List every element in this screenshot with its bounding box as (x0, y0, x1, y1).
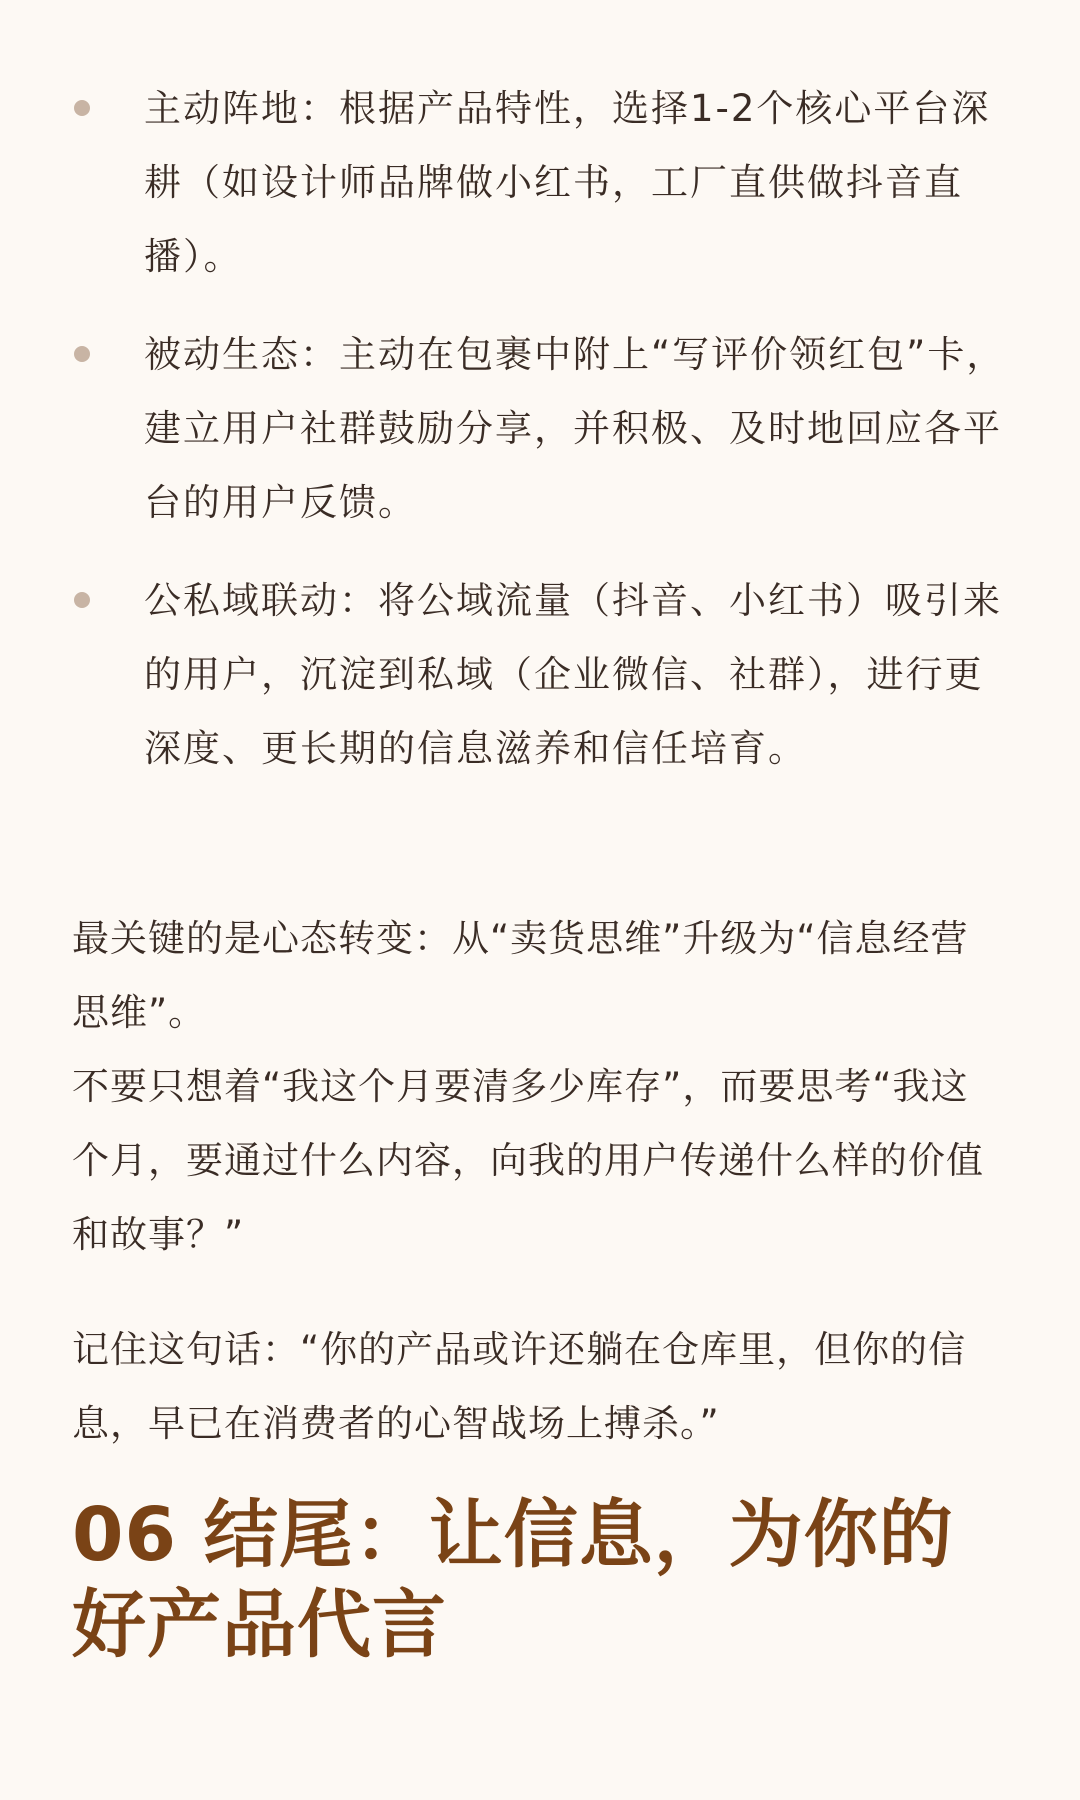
bullet-passive-ecosystem (72, 318, 1012, 540)
mindset-paragraph-block (72, 902, 1002, 1272)
bullet-dot-icon (74, 346, 90, 362)
section-heading: 06 结尾：让信息，为你的好产品代言 (72, 1492, 954, 1668)
dont-think-text: 不要只想着“我这个月要清多少库存”，而要思考“我这个月，要通过什么内容，向我的用户传递什么样的价值和故事？” (72, 1065, 984, 1256)
bullet-public-private-linkage (72, 564, 1012, 786)
bullet-text: 根据产品特性，选择1-2个核心平台深耕（如设计师品牌做小红书，工厂直供做抖音直播）。 (144, 87, 991, 278)
bullet-content (144, 564, 1012, 786)
remember-paragraph (72, 1313, 1002, 1461)
bullet-label: 主动阵地： (144, 87, 339, 130)
strategy-bullet-list (72, 72, 1012, 810)
bullet-dot-icon (74, 100, 90, 116)
bullet-label: 被动生态： (144, 333, 339, 376)
bullet-text: 主动在包裹中附上“写评价领红包”卡，建立用户社群鼓励分享，并积极、及时地回应各平台的用户反馈。 (144, 333, 1006, 524)
bullet-dot-icon (74, 592, 90, 608)
key-mindset-text: 最关键的是心态转变：从“卖货思维”升级为“信息经营思维”。 (72, 917, 969, 1034)
remember-text: 记住这句话：“你的产品或许还躺在仓库里，但你的信息，早已在消费者的心智战场上搏杀。” (72, 1328, 967, 1445)
bullet-active-channel (72, 72, 1012, 294)
bullet-content (144, 318, 1012, 540)
bullet-label: 公私域联动： (144, 579, 378, 622)
bullet-content (144, 72, 1012, 294)
bullet-text: 将公域流量（抖音、小红书）吸引来的用户，沉淀到私域（企业微信、社群），进行更深度、更长期的信息滋养和信任培育。 (144, 579, 1002, 770)
